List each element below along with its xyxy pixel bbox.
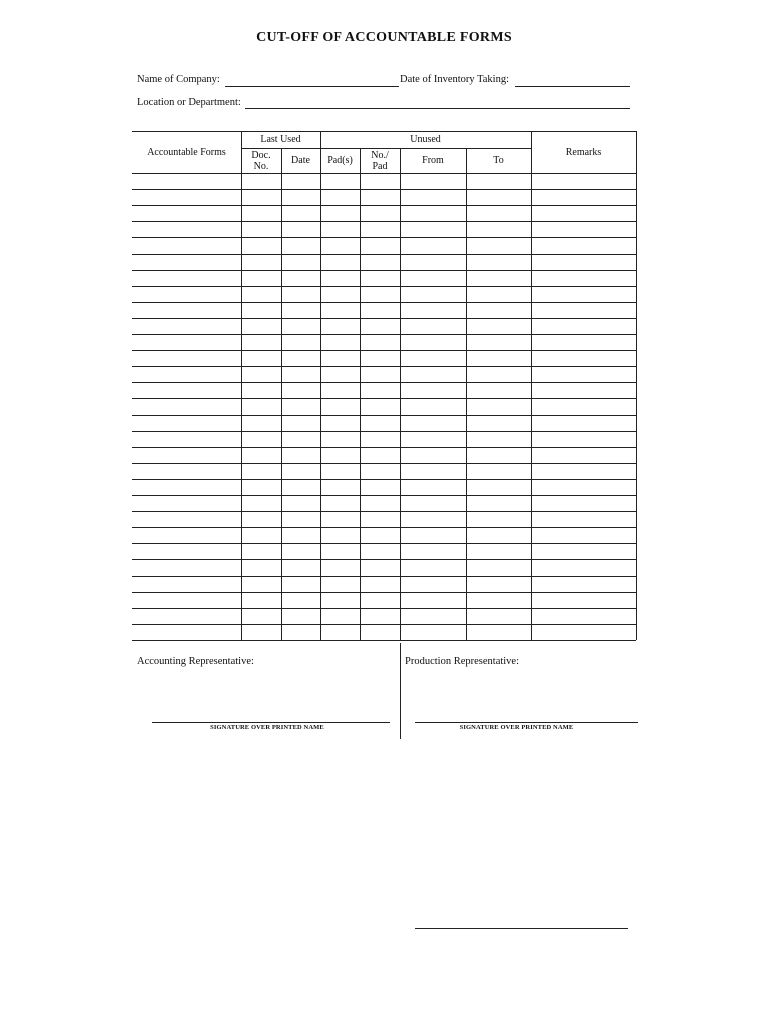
table-cell[interactable]: [322, 319, 358, 333]
table-cell[interactable]: [322, 222, 358, 236]
bottom-signature-line[interactable]: [415, 928, 628, 929]
table-cell[interactable]: [533, 480, 634, 494]
form-title: CUT-OFF OF ACCOUNTABLE FORMS: [256, 30, 512, 45]
table-cell[interactable]: [134, 544, 239, 558]
table-cell[interactable]: [362, 416, 398, 430]
table-cell[interactable]: [468, 593, 529, 607]
table-cell[interactable]: [283, 287, 318, 301]
table-cell[interactable]: [134, 367, 239, 381]
table-cell[interactable]: [533, 496, 634, 510]
table-cell[interactable]: [533, 287, 634, 301]
table-cell[interactable]: [283, 238, 318, 252]
table-cell[interactable]: [283, 464, 318, 478]
table-cell[interactable]: [468, 367, 529, 381]
table-cell[interactable]: [134, 206, 239, 220]
table-cell[interactable]: [243, 528, 279, 542]
table-cell[interactable]: [362, 238, 398, 252]
table-cell[interactable]: [468, 287, 529, 301]
table-cell[interactable]: [243, 303, 279, 317]
table-cell[interactable]: [283, 190, 318, 204]
table-cell[interactable]: [468, 528, 529, 542]
table-cell[interactable]: [243, 480, 279, 494]
table-cell[interactable]: [322, 303, 358, 317]
table-cell[interactable]: [468, 464, 529, 478]
table-cell[interactable]: [322, 255, 358, 269]
table-cell[interactable]: [283, 432, 318, 446]
table-cell[interactable]: [533, 271, 634, 285]
table-cell[interactable]: [362, 625, 398, 639]
table-cell[interactable]: [362, 512, 398, 526]
table-cell[interactable]: [322, 287, 358, 301]
table-cell[interactable]: [283, 512, 318, 526]
table-cell[interactable]: [533, 255, 634, 269]
accounting-rep-label: Accounting Representative:: [137, 656, 254, 667]
table-cell[interactable]: [243, 174, 279, 188]
production-signature-caption: SIGNATURE OVER PRINTED NAME: [459, 724, 574, 731]
table-cell[interactable]: [283, 609, 318, 623]
table-cell[interactable]: [243, 560, 279, 574]
table-cell[interactable]: [322, 496, 358, 510]
table-cell[interactable]: [322, 609, 358, 623]
table-cell[interactable]: [362, 593, 398, 607]
table-cell[interactable]: [533, 464, 634, 478]
table-cell[interactable]: [243, 544, 279, 558]
table-cell[interactable]: [243, 238, 279, 252]
table-cell[interactable]: [468, 238, 529, 252]
table-cell[interactable]: [402, 593, 464, 607]
table-cell[interactable]: [533, 351, 634, 365]
table-cell[interactable]: [533, 432, 634, 446]
table-cell[interactable]: [243, 577, 279, 591]
signature-divider: [400, 643, 401, 739]
table-cell[interactable]: [243, 319, 279, 333]
table-cell[interactable]: [134, 448, 239, 462]
table-cell[interactable]: [362, 335, 398, 349]
table-cell[interactable]: [533, 560, 634, 574]
table-cell[interactable]: [134, 255, 239, 269]
table-cell[interactable]: [134, 190, 239, 204]
table-cell[interactable]: [243, 609, 279, 623]
table-cell[interactable]: [468, 432, 529, 446]
accounting-signature-caption: SIGNATURE OVER PRINTED NAME: [210, 724, 324, 731]
table-cell[interactable]: [402, 190, 464, 204]
table-cell[interactable]: [468, 609, 529, 623]
table-cell[interactable]: [322, 528, 358, 542]
table-cell[interactable]: [322, 560, 358, 574]
table-cell[interactable]: [402, 255, 464, 269]
table-cell[interactable]: [402, 271, 464, 285]
table-cell[interactable]: [533, 512, 634, 526]
table-cell[interactable]: [283, 222, 318, 236]
table-cell[interactable]: [134, 480, 239, 494]
table-cell[interactable]: [134, 496, 239, 510]
table-cell[interactable]: [283, 528, 318, 542]
table-cell[interactable]: [402, 399, 464, 413]
table-cell[interactable]: [243, 432, 279, 446]
table-cell[interactable]: [402, 222, 464, 236]
table-cell[interactable]: [533, 367, 634, 381]
header-divider: [241, 148, 531, 149]
table-cell[interactable]: [322, 335, 358, 349]
table-cell[interactable]: [402, 480, 464, 494]
table-cell[interactable]: [468, 255, 529, 269]
table-cell[interactable]: [134, 174, 239, 188]
header-unused: Unused: [410, 134, 441, 145]
table-cell[interactable]: [468, 480, 529, 494]
table-cell[interactable]: [243, 335, 279, 349]
table-cell[interactable]: [468, 335, 529, 349]
row-line: [132, 640, 636, 641]
table-cell[interactable]: [533, 577, 634, 591]
table-cell[interactable]: [402, 351, 464, 365]
production-signature-line[interactable]: [415, 722, 638, 723]
table-cell[interactable]: [283, 303, 318, 317]
column-line: [241, 131, 242, 640]
table-cell[interactable]: [283, 560, 318, 574]
table-cell[interactable]: [322, 174, 358, 188]
table-cell[interactable]: [322, 271, 358, 285]
table-cell[interactable]: [362, 432, 398, 446]
inventory-date-label: Date of Inventory Taking:: [400, 74, 509, 85]
table-cell[interactable]: [533, 625, 634, 639]
table-cell[interactable]: [362, 255, 398, 269]
table-cell[interactable]: [134, 464, 239, 478]
table-cell[interactable]: [362, 560, 398, 574]
table-cell[interactable]: [402, 560, 464, 574]
table-cell[interactable]: [134, 512, 239, 526]
table-cell[interactable]: [468, 303, 529, 317]
table-cell[interactable]: [362, 609, 398, 623]
table-cell[interactable]: [362, 271, 398, 285]
table-cell[interactable]: [402, 464, 464, 478]
table-cell[interactable]: [468, 625, 529, 639]
table-cell[interactable]: [362, 351, 398, 365]
table-cell[interactable]: [468, 222, 529, 236]
table-cell[interactable]: [533, 528, 634, 542]
table-cell[interactable]: [283, 206, 318, 220]
table-cell[interactable]: [243, 448, 279, 462]
table-cell[interactable]: [243, 351, 279, 365]
table-cell[interactable]: [322, 512, 358, 526]
table-cell[interactable]: [134, 287, 239, 301]
table-cell[interactable]: [134, 528, 239, 542]
table-cell[interactable]: [362, 287, 398, 301]
table-cell[interactable]: [402, 625, 464, 639]
table-cell[interactable]: [533, 174, 634, 188]
table-cell[interactable]: [362, 206, 398, 220]
table-cell[interactable]: [402, 528, 464, 542]
table-cell[interactable]: [283, 496, 318, 510]
table-cell[interactable]: [468, 206, 529, 220]
table-cell[interactable]: [283, 335, 318, 349]
table-cell[interactable]: [243, 287, 279, 301]
table-cell[interactable]: [402, 206, 464, 220]
table-cell[interactable]: [533, 335, 634, 349]
table-cell[interactable]: [243, 383, 279, 397]
table-cell[interactable]: [322, 448, 358, 462]
column-line: [281, 148, 282, 640]
table-cell[interactable]: [243, 464, 279, 478]
table-cell[interactable]: [322, 593, 358, 607]
table-cell[interactable]: [283, 399, 318, 413]
table-cell[interactable]: [243, 222, 279, 236]
table-cell[interactable]: [533, 319, 634, 333]
table-cell[interactable]: [402, 496, 464, 510]
table-cell[interactable]: [402, 416, 464, 430]
table-cell[interactable]: [283, 383, 318, 397]
table-cell[interactable]: [243, 255, 279, 269]
table-cell[interactable]: [322, 625, 358, 639]
table-cell[interactable]: [402, 367, 464, 381]
table-cell[interactable]: [402, 383, 464, 397]
table-cell[interactable]: [468, 416, 529, 430]
table-cell[interactable]: [243, 271, 279, 285]
table-cell[interactable]: [468, 544, 529, 558]
table-cell[interactable]: [533, 416, 634, 430]
table-cell[interactable]: [468, 190, 529, 204]
table-cell[interactable]: [402, 432, 464, 446]
header-remarks: Remarks: [565, 146, 602, 158]
table-cell[interactable]: [322, 383, 358, 397]
table-cell[interactable]: [134, 351, 239, 365]
table-cell[interactable]: [283, 577, 318, 591]
table-cell[interactable]: [533, 544, 634, 558]
table-cell[interactable]: [468, 448, 529, 462]
table-cell[interactable]: [134, 399, 239, 413]
table-cell[interactable]: [283, 480, 318, 494]
table-cell[interactable]: [283, 174, 318, 188]
table-cell[interactable]: [322, 190, 358, 204]
table-cell[interactable]: [134, 319, 239, 333]
table-cell[interactable]: [402, 319, 464, 333]
table-cell[interactable]: [322, 399, 358, 413]
table-cell[interactable]: [402, 238, 464, 252]
table-cell[interactable]: [243, 206, 279, 220]
table-cell[interactable]: [134, 432, 239, 446]
column-line: [400, 148, 401, 640]
table-cell[interactable]: [402, 174, 464, 188]
table-cell[interactable]: [468, 319, 529, 333]
header-last-used: Last Used: [260, 134, 301, 145]
table-cell[interactable]: [243, 593, 279, 607]
table-cell[interactable]: [362, 319, 398, 333]
table-cell[interactable]: [362, 577, 398, 591]
table-cell[interactable]: [468, 512, 529, 526]
table-cell[interactable]: [243, 625, 279, 639]
table-cell[interactable]: [468, 271, 529, 285]
column-line: [320, 131, 321, 640]
table-cell[interactable]: [362, 448, 398, 462]
table-cell[interactable]: [322, 351, 358, 365]
table-cell[interactable]: [243, 399, 279, 413]
inventory-date-field[interactable]: [515, 86, 630, 87]
table-cell[interactable]: [402, 287, 464, 301]
table-cell[interactable]: [243, 190, 279, 204]
table-cell[interactable]: [243, 512, 279, 526]
table-cell[interactable]: [243, 367, 279, 381]
table-cell[interactable]: [134, 238, 239, 252]
table-cell[interactable]: [533, 238, 634, 252]
table-cell[interactable]: [468, 399, 529, 413]
column-line: [531, 131, 532, 640]
table-cell[interactable]: [134, 416, 239, 430]
column-line: [360, 148, 361, 640]
table-cell[interactable]: [468, 496, 529, 510]
production-rep-label: Production Representative:: [405, 656, 520, 667]
header-pads: Pad(s): [327, 155, 353, 166]
table-cell[interactable]: [362, 367, 398, 381]
table-cell[interactable]: [362, 528, 398, 542]
table-cell[interactable]: [533, 448, 634, 462]
table-cell[interactable]: [402, 544, 464, 558]
table-cell[interactable]: [362, 303, 398, 317]
table-cell[interactable]: [134, 222, 239, 236]
table-cell[interactable]: [362, 544, 398, 558]
table-cell[interactable]: [362, 190, 398, 204]
table-cell[interactable]: [134, 560, 239, 574]
table-cell[interactable]: [283, 416, 318, 430]
header-accountable-forms: Accountable Forms: [147, 146, 226, 158]
table-cell[interactable]: [134, 625, 239, 639]
table-cell[interactable]: [322, 480, 358, 494]
table-cell[interactable]: [533, 206, 634, 220]
table-cell[interactable]: [283, 367, 318, 381]
table-top-border: [132, 131, 636, 132]
header-date: Date: [291, 155, 310, 166]
header-no-per-pad: No./ Pad: [371, 149, 389, 172]
accountable-forms-table: [132, 131, 636, 641]
table-cell[interactable]: [468, 174, 529, 188]
header-doc-no: Doc. No.: [251, 149, 271, 172]
table-cell[interactable]: [362, 464, 398, 478]
location-label: Location or Department:: [137, 97, 241, 108]
table-cell[interactable]: [283, 448, 318, 462]
table-cell[interactable]: [362, 383, 398, 397]
table-cell[interactable]: [283, 544, 318, 558]
location-field[interactable]: [245, 108, 630, 109]
table-cell[interactable]: [533, 593, 634, 607]
table-cell[interactable]: [134, 609, 239, 623]
column-line: [466, 148, 467, 640]
table-cell[interactable]: [283, 271, 318, 285]
table-cell[interactable]: [322, 416, 358, 430]
company-label: Name of Company:: [137, 74, 220, 85]
table-cell[interactable]: [283, 255, 318, 269]
table-cell[interactable]: [134, 593, 239, 607]
table-cell[interactable]: [402, 335, 464, 349]
table-cell[interactable]: [134, 335, 239, 349]
column-line: [636, 131, 637, 640]
table-cell[interactable]: [322, 432, 358, 446]
table-cell[interactable]: [283, 319, 318, 333]
table-cell[interactable]: [283, 625, 318, 639]
table-cell[interactable]: [468, 351, 529, 365]
table-cell[interactable]: [283, 593, 318, 607]
table-cell[interactable]: [322, 367, 358, 381]
table-cell[interactable]: [322, 206, 358, 220]
table-cell[interactable]: [283, 351, 318, 365]
table-cell[interactable]: [533, 383, 634, 397]
table-cell[interactable]: [468, 560, 529, 574]
table-cell[interactable]: [402, 303, 464, 317]
header-from: From: [422, 155, 444, 166]
company-field[interactable]: [225, 86, 399, 87]
table-cell[interactable]: [402, 609, 464, 623]
header-to: To: [493, 155, 504, 166]
table-cell[interactable]: [243, 416, 279, 430]
table-cell[interactable]: [533, 399, 634, 413]
table-cell[interactable]: [134, 577, 239, 591]
table-cell[interactable]: [362, 222, 398, 236]
table-cell[interactable]: [362, 496, 398, 510]
table-cell[interactable]: [402, 577, 464, 591]
table-cell[interactable]: [322, 577, 358, 591]
table-cell[interactable]: [402, 448, 464, 462]
table-cell[interactable]: [134, 271, 239, 285]
table-cell[interactable]: [362, 480, 398, 494]
table-cell[interactable]: [322, 464, 358, 478]
table-cell[interactable]: [468, 577, 529, 591]
table-cell[interactable]: [243, 496, 279, 510]
table-cell[interactable]: [134, 383, 239, 397]
table-cell[interactable]: [362, 399, 398, 413]
table-cell[interactable]: [468, 383, 529, 397]
table-cell[interactable]: [533, 609, 634, 623]
table-cell[interactable]: [402, 512, 464, 526]
table-cell[interactable]: [322, 238, 358, 252]
table-cell[interactable]: [134, 303, 239, 317]
table-cell[interactable]: [533, 222, 634, 236]
table-cell[interactable]: [533, 303, 634, 317]
table-cell[interactable]: [533, 190, 634, 204]
table-cell[interactable]: [362, 174, 398, 188]
accounting-signature-line[interactable]: [152, 722, 390, 723]
table-cell[interactable]: [322, 544, 358, 558]
